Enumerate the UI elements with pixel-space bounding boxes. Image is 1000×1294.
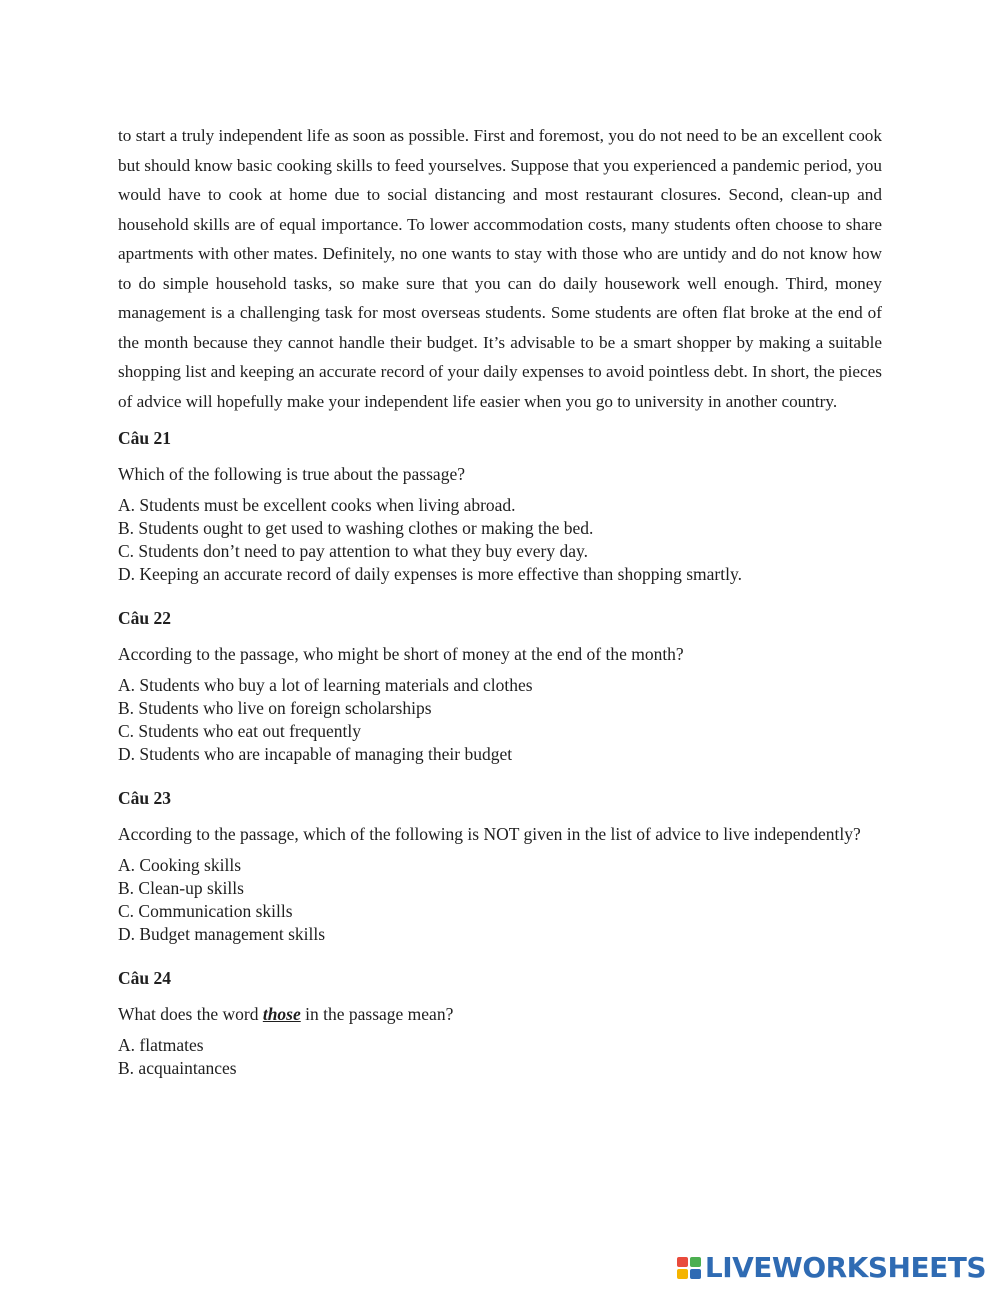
question-24: [118, 966, 882, 1080]
option-b[interactable]: B. Clean-up skills: [118, 878, 244, 898]
worksheet-page: [118, 121, 882, 1100]
answer-options: [118, 494, 882, 586]
answer-options: [118, 674, 882, 766]
option-c[interactable]: C. Students who eat out frequently: [118, 721, 362, 741]
logo-square-blue: [690, 1269, 701, 1279]
option-d[interactable]: D. Students who are incapable of managing their budget: [118, 744, 513, 764]
answer-options: [118, 854, 882, 946]
question-text: Which of the following is true about the passage?: [118, 464, 465, 484]
option-c[interactable]: C. Students don’t need to pay attention to what they buy every day.: [118, 541, 588, 561]
question-title: Câu 24: [118, 968, 171, 988]
logo-square-yellow: [677, 1269, 688, 1279]
question-23: [118, 786, 882, 946]
question-title: Câu 23: [118, 788, 171, 808]
question-text-after: in the passage mean?: [300, 1004, 454, 1024]
logo-square-red: [677, 1257, 688, 1267]
option-c[interactable]: C. Communication skills: [118, 901, 293, 921]
option-b[interactable]: B. Students who live on foreign scholarships: [118, 698, 432, 718]
answer-options: [118, 1034, 882, 1080]
question-21: [118, 426, 882, 586]
question-text: [118, 998, 882, 1030]
option-a[interactable]: A. Cooking skills: [118, 855, 242, 875]
logo-icon: [677, 1257, 701, 1279]
question-title: Câu 21: [118, 428, 171, 448]
logo-square-green: [690, 1257, 701, 1267]
question-text-before: What does the word: [118, 1004, 263, 1024]
reading-passage: to start a truly independent life as soon as possible. First and foremost, you do not need to be an excellent cook but should know basic cooking skills to feed yourselves. Suppose that you experienced a pandemic period, you would have to cook at home due to social distancing and most restaurant closures. Second, clean-up and household skills are of equal importance. To lower accommodation costs, many students often choose to share apartments with other mates. Definitely, no one wants to stay with those who are untidy and do not know how to do simple household tasks, so make sure that you can do daily housework well enough. Third, money management is a challenging task for most overseas students. Some students are often flat broke at the end of the month because they cannot handle their budget. It’s advisable to be a smart shopper by making a suitable shopping list and keeping an accurate record of your daily expenses to avoid pointless debt. In short, the pieces of advice will hopefully make your independent life easier when you go to university in another country.: [118, 126, 882, 411]
option-b[interactable]: B. Students ought to get used to washing clothes or making the bed.: [118, 518, 594, 538]
option-a[interactable]: A. Students who buy a lot of learning materials and clothes: [118, 675, 533, 695]
question-22: [118, 606, 882, 766]
option-a[interactable]: A. Students must be excellent cooks when living abroad.: [118, 495, 516, 515]
question-title: Câu 22: [118, 608, 171, 628]
option-a[interactable]: A. flatmates: [118, 1035, 204, 1055]
option-d[interactable]: D. Keeping an accurate record of daily expenses is more effective than shopping smartly.: [118, 564, 742, 584]
option-b[interactable]: B. acquaintances: [118, 1058, 237, 1078]
option-d[interactable]: D. Budget management skills: [118, 924, 326, 944]
highlighted-word: those: [262, 1004, 301, 1024]
liveworksheets-logo: [677, 1251, 986, 1284]
logo-text: LIVEWORKSHEETS: [704, 1251, 986, 1284]
question-text: According to the passage, who might be short of money at the end of the month?: [118, 644, 684, 664]
question-text: According to the passage, which of the following is NOT given in the list of advice to live independently?: [118, 824, 861, 844]
